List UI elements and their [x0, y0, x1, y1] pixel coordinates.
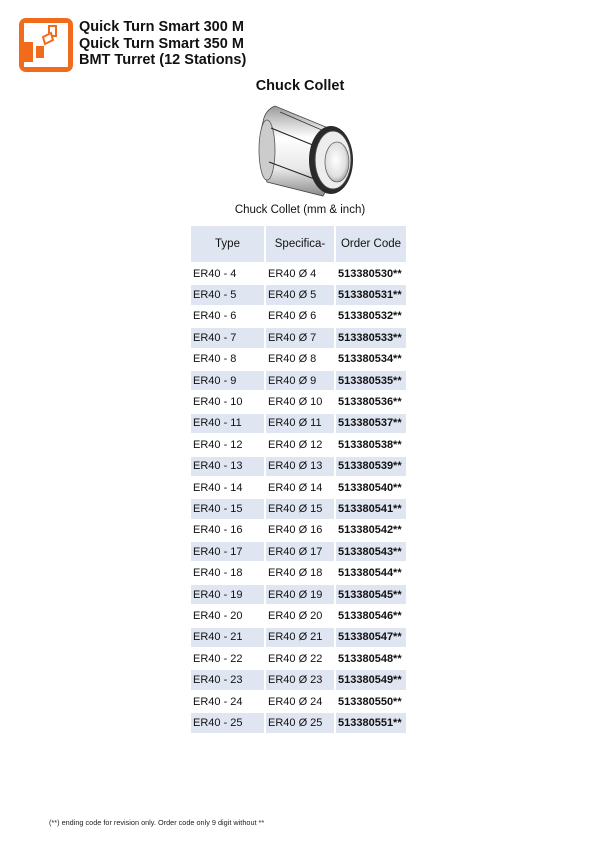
table-row: [191, 628, 406, 647]
cell-order-code: 513380536**: [338, 396, 402, 409]
product-title-block: [79, 19, 246, 69]
cell-specification: ER40 Ø 15: [266, 499, 334, 518]
cell-type: ER40 - 15: [191, 499, 264, 518]
cell-order-code: 513380540**: [338, 481, 402, 494]
cell-specification: ER40 Ø 21: [266, 628, 334, 647]
cell-order-code: 513380530**: [338, 267, 402, 280]
cell-type: ER40 - 18: [193, 567, 243, 580]
cell-order-code: 513380537**: [336, 414, 406, 433]
table-row: [191, 350, 406, 369]
cell-specification: ER40 Ø 16: [268, 524, 323, 537]
cell-type: ER40 - 12: [193, 438, 243, 451]
cell-type: ER40 - 14: [193, 481, 243, 494]
cell-order-code: 513380535**: [336, 371, 406, 390]
chuck-collet-image: [245, 100, 360, 200]
cell-order-code: 513380545**: [336, 585, 406, 604]
cell-order-code: 513380548**: [338, 652, 402, 665]
table-row: [191, 713, 406, 732]
table-row: [191, 371, 406, 390]
table-row: [191, 392, 406, 411]
table-row: [191, 478, 406, 497]
cell-specification: ER40 Ø 18: [268, 567, 323, 580]
cell-specification: ER40 Ø 22: [268, 652, 323, 665]
cell-order-code: 513380550**: [338, 695, 402, 708]
table-row: [191, 649, 406, 668]
cell-specification: ER40 Ø 11: [266, 414, 334, 433]
cell-specification: ER40 Ø 19: [266, 585, 334, 604]
table-header-row: [191, 226, 406, 262]
cell-type: ER40 - 9: [191, 371, 264, 390]
product-title-line: Quick Turn Smart 300 M: [79, 19, 244, 35]
cell-specification: ER40 Ø 9: [266, 371, 334, 390]
table-caption: Chuck Collet (mm & inch): [234, 204, 366, 216]
cell-order-code: 513380544**: [338, 567, 402, 580]
cell-type: ER40 - 10: [193, 396, 243, 409]
product-title-line: Quick Turn Smart 350 M: [79, 35, 244, 52]
cell-specification: ER40 Ø 10: [268, 396, 323, 409]
table-row: [191, 670, 406, 689]
footnote: (**) ending code for revision only. Order code only 9 digit without **: [49, 818, 265, 827]
cell-specification: ER40 Ø 13: [266, 457, 334, 476]
cell-specification: ER40 Ø 8: [268, 353, 317, 366]
cell-specification: ER40 Ø 14: [268, 481, 323, 494]
cell-specification: ER40 Ø 7: [266, 328, 334, 347]
column-header-specification: Specifica-: [266, 226, 334, 262]
cell-type: ER40 - 5: [191, 285, 264, 304]
cell-order-code: 513380542**: [338, 524, 402, 537]
table-row: [191, 264, 406, 283]
cell-type: ER40 - 6: [193, 310, 237, 323]
table-row: [191, 414, 406, 433]
cell-specification: ER40 Ø 6: [268, 310, 317, 323]
cell-order-code: 513380546**: [338, 609, 402, 622]
cell-order-code: 513380541**: [336, 499, 406, 518]
table-row: [191, 328, 406, 347]
cell-order-code: 513380549**: [336, 670, 406, 689]
cell-specification: ER40 Ø 20: [268, 609, 323, 622]
cell-type: ER40 - 22: [193, 652, 243, 665]
machine-turret-icon: [19, 18, 73, 72]
cell-type: ER40 - 11: [191, 414, 264, 433]
cell-type: ER40 - 25: [191, 713, 264, 732]
column-header-order-code: Order Code: [336, 226, 406, 262]
cell-order-code: 513380538**: [338, 438, 402, 451]
cell-type: ER40 - 20: [193, 609, 243, 622]
table-row: [191, 285, 406, 304]
cell-specification: ER40 Ø 23: [266, 670, 334, 689]
cell-order-code: 513380534**: [338, 353, 402, 366]
cell-type: ER40 - 13: [191, 457, 264, 476]
cell-specification: ER40 Ø 4: [268, 267, 317, 280]
cell-type: ER40 - 16: [193, 524, 243, 537]
table-row: [191, 521, 406, 540]
cell-type: ER40 - 24: [193, 695, 243, 708]
cell-order-code: 513380539**: [336, 457, 406, 476]
cell-specification: ER40 Ø 12: [268, 438, 323, 451]
cell-order-code: 513380533**: [336, 328, 406, 347]
cell-order-code: 513380543**: [336, 542, 406, 561]
cell-type: ER40 - 19: [191, 585, 264, 604]
table-row: [191, 692, 406, 711]
cell-type: ER40 - 23: [191, 670, 264, 689]
table-row: [191, 585, 406, 604]
table-row: [191, 606, 406, 625]
cell-order-code: 513380551**: [336, 713, 406, 732]
collet-parts-table: [189, 224, 408, 735]
product-title-line: BMT Turret (12 Stations): [79, 52, 247, 68]
cell-type: ER40 - 7: [191, 328, 264, 347]
column-header-type: Type: [191, 226, 264, 262]
cell-type: ER40 - 4: [193, 267, 237, 280]
cell-type: ER40 - 17: [191, 542, 264, 561]
cell-specification: ER40 Ø 25: [266, 713, 334, 732]
cell-specification: ER40 Ø 17: [266, 542, 334, 561]
cell-type: ER40 - 21: [191, 628, 264, 647]
table-row: [191, 542, 406, 561]
section-title: Chuck Collet: [255, 78, 345, 94]
table-row: [191, 435, 406, 454]
table-row: [191, 457, 406, 476]
cell-type: ER40 - 8: [193, 353, 237, 366]
cell-specification: ER40 Ø 5: [266, 285, 334, 304]
cell-order-code: 513380532**: [338, 310, 402, 323]
cell-order-code: 513380531**: [336, 285, 406, 304]
table-row: [191, 563, 406, 582]
cell-specification: ER40 Ø 24: [268, 695, 323, 708]
table-row: [191, 307, 406, 326]
table-row: [191, 499, 406, 518]
cell-order-code: 513380547**: [336, 628, 406, 647]
